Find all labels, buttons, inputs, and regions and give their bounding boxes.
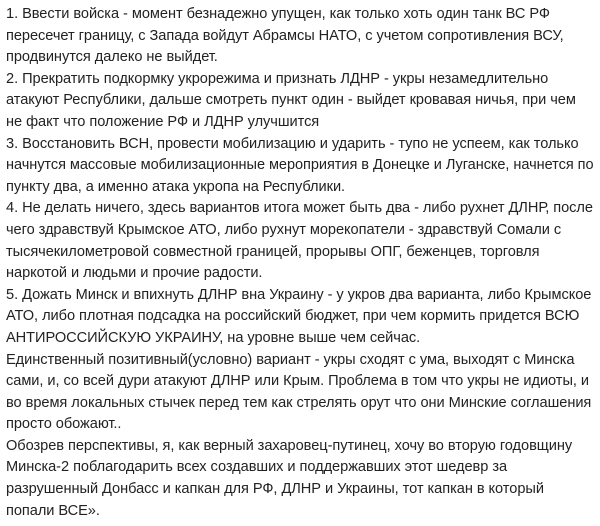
text-line: попали ВСЕ». bbox=[6, 502, 100, 519]
text-line: не факт что положение РФ и ЛДНР улучшится bbox=[6, 113, 320, 130]
text-line: тысячекилометровой совместной границей, прорывы ОПГ, беженцев, торговля bbox=[6, 243, 540, 260]
text-line: чего здравствуй Крымское АТО, либо рухнут морекопатели - здравствуй Сомали с bbox=[6, 221, 562, 238]
post-text bbox=[6, 4, 594, 522]
text-line: пересечет границу, с Запада войдут Абрамсы НАТО, с учетом сопротивления ВСУ, bbox=[6, 27, 564, 44]
text-line: 2. Прекратить подкормку укрорежима и признать ЛДНР - укры незамедлительно bbox=[6, 70, 549, 87]
text-line: 5. Дожать Минск и впихнуть ДЛНР вна Украину - у укров два варианта, либо Крымское bbox=[6, 286, 592, 303]
text-line: Обозрев перспективы, я, как верный захаровец-путинец, хочу во вторую годовщину bbox=[6, 437, 573, 454]
text-line: 3. Восстановить ВСН, провести мобилизацию и ударить - тупо не успеем, как только bbox=[6, 135, 579, 152]
text-line: разрушенный Донбасс и капкан для РФ, ДЛНР и Украины, тот капкан в который bbox=[6, 481, 544, 498]
text-line: АТО, либо плотная подсадка на российский бюджет, при чем кормить придется ВСЮ bbox=[6, 308, 580, 325]
text-line: продвинутся далеко не выйдет. bbox=[6, 49, 218, 66]
text-line: во время локальных стычек перед тем как стрелять орут что они Минские соглашения bbox=[6, 394, 592, 411]
text-line: пункту два, а именно атака укропа на Республики. bbox=[6, 178, 346, 195]
text-line: АНТИРОССИЙСКУЮ УКРАИНУ, на уровне выше чем сейчас. bbox=[6, 329, 421, 346]
text-line: атакуют Республики, дальше смотреть пункт один - выйдет кровавая ничья, при чем bbox=[6, 92, 576, 109]
text-line: наркотой и людьми и прочие радости. bbox=[6, 265, 263, 282]
text-line: начнутся массовые мобилизационные мероприятия в Донецке и Луганске, начнется по bbox=[6, 157, 594, 174]
text-line: просто обожают.. bbox=[6, 416, 122, 433]
text-line: сами, и, со всей дури атакуют ДЛНР или Крым. Проблема в том что укры не идиоты, и bbox=[6, 373, 589, 390]
text-line: Минска-2 поблагодарить всех создавших и поддержавших этот шедевр за bbox=[6, 459, 508, 476]
text-line: Единственный позитивный(условно) вариант - укры сходят с ума, выходят с Минска bbox=[6, 351, 575, 368]
text-line: 1. Ввести войска - момент безнадежно упущен, как только хоть один танк ВС РФ bbox=[6, 6, 550, 22]
text-line: 4. Не делать ничего, здесь вариантов итога может быть два - либо рухнет ДЛНР, после bbox=[6, 200, 593, 217]
